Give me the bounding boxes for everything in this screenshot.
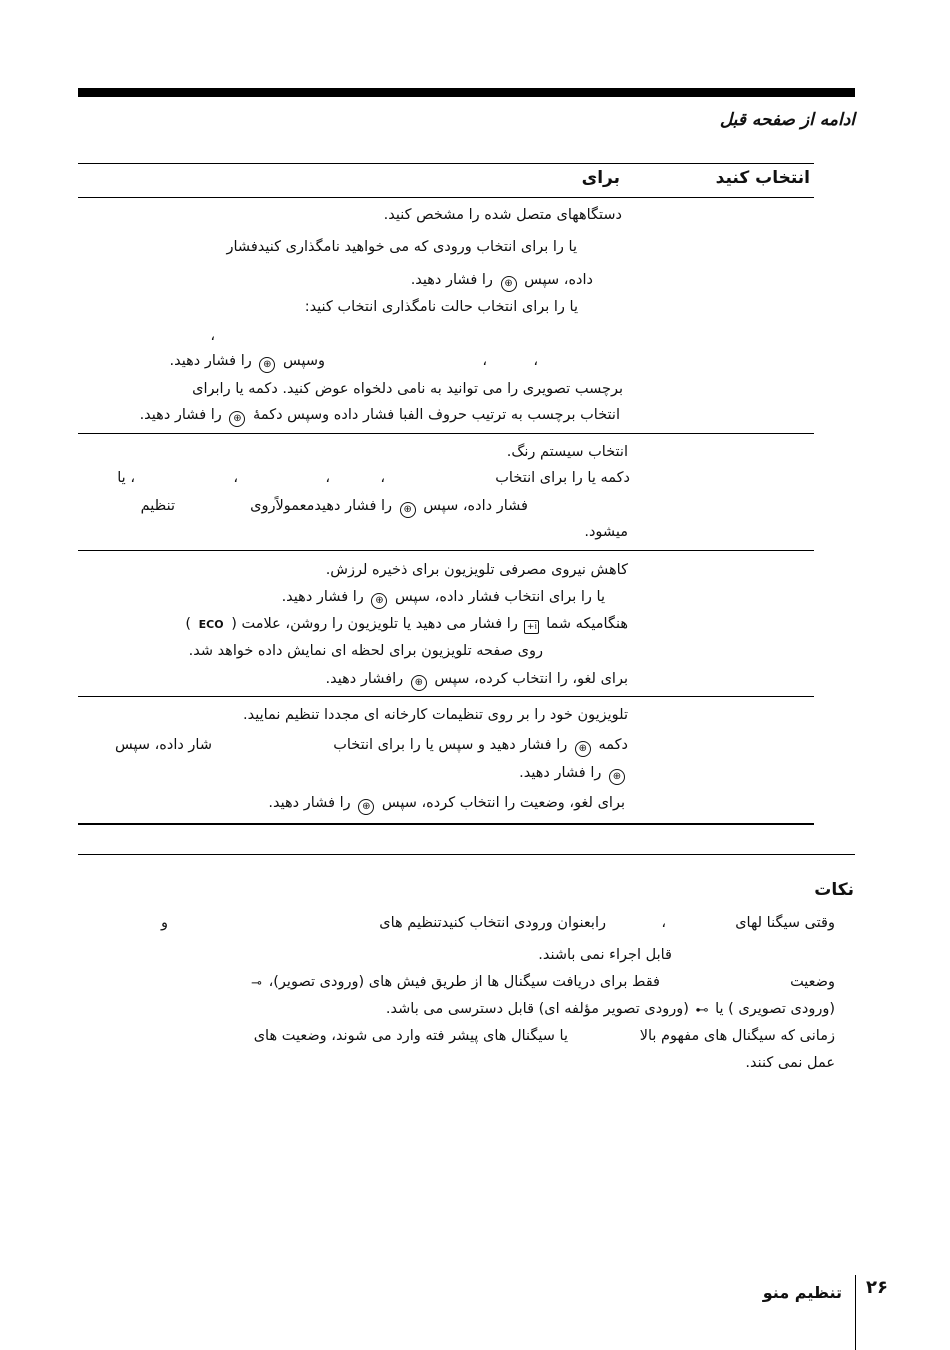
row-line bbox=[268, 793, 625, 815]
note-line: وضعیت bbox=[790, 974, 835, 990]
enter-icon: ⊕ bbox=[501, 276, 517, 292]
enter-icon: ⊕ bbox=[358, 799, 374, 815]
row-text: هنگامیکه شما bbox=[546, 616, 628, 632]
separator: ، bbox=[233, 470, 238, 486]
row-line: دکمه یا را برای انتخاب bbox=[495, 470, 630, 486]
table-top-rule bbox=[78, 163, 814, 164]
row-line: شار داده، سپس bbox=[114, 737, 212, 753]
table-row-rule bbox=[78, 550, 814, 551]
row-text: را فشار دهید. bbox=[410, 272, 493, 288]
enter-icon: ⊕ bbox=[609, 769, 625, 785]
row-text: را فشار دهید. bbox=[169, 353, 252, 369]
row-line bbox=[411, 270, 593, 292]
row-text: برای لغو، را انتخاب کرده، سپس bbox=[434, 671, 628, 687]
note-text: (ورودی تصویری ) یا bbox=[715, 1001, 835, 1017]
separator: ، bbox=[380, 470, 385, 486]
notes-title: نکات bbox=[814, 880, 854, 900]
section-title: تنظیم منو bbox=[762, 1283, 842, 1302]
separator: ، bbox=[482, 353, 487, 369]
enter-icon: ⊕ bbox=[259, 357, 275, 373]
enter-icon: ⊕ bbox=[229, 411, 245, 427]
row-text: رافشار دهید. bbox=[325, 671, 404, 687]
continued-heading: ادامه از صفحه قبل bbox=[719, 110, 855, 130]
component-input-icon: ⊶ bbox=[695, 1003, 709, 1018]
row-text: برای لغو، وضعیت را انتخاب کرده، سپس bbox=[381, 795, 625, 811]
table-row-rule bbox=[78, 433, 814, 434]
row-line: کاهش نیروی مصرفی تلویزیون برای ذخیره لرزش. bbox=[325, 562, 628, 578]
table-row-rule bbox=[78, 696, 814, 697]
row-line bbox=[250, 496, 528, 518]
row-text: یا را برای انتخاب فشار داده، سپس bbox=[395, 589, 605, 605]
row-text: وسپس bbox=[282, 353, 325, 369]
note-text: (ورودی تصویر مؤلفه ای) قابل دسترسی می باشد. bbox=[385, 1001, 689, 1017]
note-line: زمانی که سیگنال های مفهوم بالا bbox=[639, 1028, 835, 1044]
row-text: فشار داده، سپس bbox=[423, 498, 528, 514]
row-line: یا را برای انتخاب حالت نامگذاری انتخاب کنید: bbox=[304, 299, 578, 315]
row-line bbox=[282, 587, 605, 609]
row-text: را فشار می دهید یا تلویزیون را روشن، علامت ( bbox=[231, 616, 518, 632]
note-line: عمل نمی کنند. bbox=[745, 1055, 835, 1071]
note-text: فقط برای دریافت سیگنال ها از طریق فیش های (ورودی تصویر)، bbox=[268, 974, 660, 990]
row-text: را فشار دهید. bbox=[139, 407, 222, 423]
separator: ، bbox=[661, 915, 666, 931]
row-text: را فشار دهید. bbox=[519, 765, 602, 781]
row-line bbox=[333, 735, 628, 757]
note-line bbox=[249, 972, 660, 994]
row-text: ) bbox=[185, 616, 192, 632]
column-header-select: انتخاب کنید bbox=[715, 168, 810, 188]
enter-icon: ⊕ bbox=[575, 741, 591, 757]
note-line: وقتی سیگنا لهای bbox=[735, 915, 835, 931]
row-text: دکمه bbox=[598, 737, 628, 753]
row-line bbox=[185, 614, 628, 635]
enter-icon: ⊕ bbox=[411, 675, 427, 691]
row-line: تلویزیون خود را بر روی تنظیمات کارخانه ای مجددا تنظیم نمایید. bbox=[242, 707, 628, 723]
row-line: ، bbox=[210, 328, 215, 344]
footer-divider bbox=[855, 1275, 856, 1350]
row-text: را فشار دهید. bbox=[268, 795, 351, 811]
row-line bbox=[140, 405, 620, 427]
row-text: انتخاب برچسب به ترتیب حروف الفبا فشار داده وسپس دکمهٔ bbox=[253, 407, 620, 423]
enter-icon: ⊕ bbox=[400, 502, 416, 518]
row-line: ، یا bbox=[117, 470, 135, 486]
row-text: را فشار دهید و سپس یا را برای انتخاب bbox=[333, 737, 568, 753]
note-line: رابعنوان ورودی انتخاب کنیدتنظیم های bbox=[379, 915, 606, 931]
note-line: قابل اجراء نمی باشند. bbox=[538, 947, 672, 963]
note-line bbox=[386, 999, 835, 1021]
note-line: و bbox=[160, 915, 168, 931]
column-header-for: برای bbox=[581, 168, 620, 188]
row-line: تنظیم bbox=[140, 498, 175, 514]
enter-icon: ⊕ bbox=[371, 593, 387, 609]
video-input-icon: ⊸ bbox=[251, 976, 262, 991]
row-text: داده، سپس bbox=[524, 272, 593, 288]
row-line: میشود. bbox=[584, 524, 628, 540]
notes-rule bbox=[78, 854, 855, 855]
table-bottom-rule bbox=[78, 823, 814, 825]
row-line bbox=[326, 669, 628, 691]
row-text: را فشار دهیدمعمولاًروی bbox=[250, 498, 393, 514]
row-line bbox=[170, 351, 325, 373]
page-number: ۲۶ bbox=[866, 1277, 888, 1298]
separator: ، bbox=[325, 470, 330, 486]
separator: ، bbox=[533, 353, 538, 369]
row-text: را فشار دهید. bbox=[281, 589, 364, 605]
row-line: دستگاههای متصل شده را مشخص کنید. bbox=[383, 207, 622, 223]
top-rule bbox=[78, 88, 855, 97]
row-line: برچسب تصویری را می توانید به نامی دلخواه عوض کنید. دکمه یا رابرای bbox=[192, 381, 623, 397]
row-line: یا را برای انتخاب ورودی که می خواهید نامگذاری کنیدفشار bbox=[226, 239, 577, 255]
row-line bbox=[519, 763, 628, 785]
eco-icon: ECO bbox=[198, 618, 224, 631]
table-header-rule bbox=[78, 197, 814, 198]
row-line: انتخاب سیستم رنگ. bbox=[506, 444, 628, 460]
row-line: روی صفحه تلویزیون برای لحظه ای نمایش داده خواهد شد. bbox=[188, 643, 543, 659]
note-line: یا سیگنال های پیشر فته وارد می شوند، وضعیت های bbox=[253, 1028, 568, 1044]
info-button-icon: i+ bbox=[524, 620, 539, 634]
